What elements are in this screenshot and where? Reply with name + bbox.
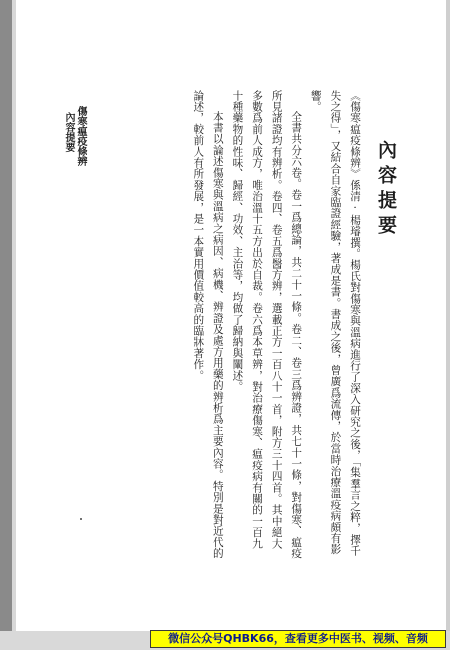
paragraph-summary: 本書以論述傷寒與溫病之病因、病機、辨證及處方用藥的辨析爲主要內容。特別是對近代的論述，較前人有所發展，是一本實用價值較高的臨牀著作。 xyxy=(192,90,224,560)
paragraph-intro: 《傷寒瘟疫條辨》係清·楊璿撰。楊氏對傷寒與溫病進行了深入研究之後，「集羣言之粹，擇千失之得」，又結合自家臨證經驗，著成是書。書成之後，曾廣爲流傳，於當時治療溫疫病頗有影響。 xyxy=(309,90,361,557)
page-title: 內容提要 xyxy=(375,140,397,240)
running-header-book-title: 傷寒瘟疫條辨 xyxy=(75,106,86,166)
body-text xyxy=(126,90,364,560)
viewer-frame-right xyxy=(446,0,450,650)
watermark-banner: 微信公众号QHBK66，查看更多中医书、视频、音频 xyxy=(150,630,446,648)
page-mark xyxy=(80,518,82,520)
viewer-frame-left xyxy=(0,0,12,650)
document-page xyxy=(16,0,446,636)
paragraph-volumes: 全書共分六卷。卷一爲總論，共二十一條。卷二、卷三爲辨證，共七十一條，對傷寒、瘟疫所見諸證均有辨析。卷四、卷五爲醫方辨，選載正方一百八十一首，附方三十四首。其中絕大多數爲前人成方，唯治溫十五方出於自裁。卷六爲本草辨，對治療傷寒、瘟疫病有關的一百九十種藥物的性味、歸經、功效、主治等，均做了歸納與闡述。 xyxy=(231,90,303,560)
running-header xyxy=(62,106,86,306)
running-header-section: 內容提要 xyxy=(63,112,74,152)
